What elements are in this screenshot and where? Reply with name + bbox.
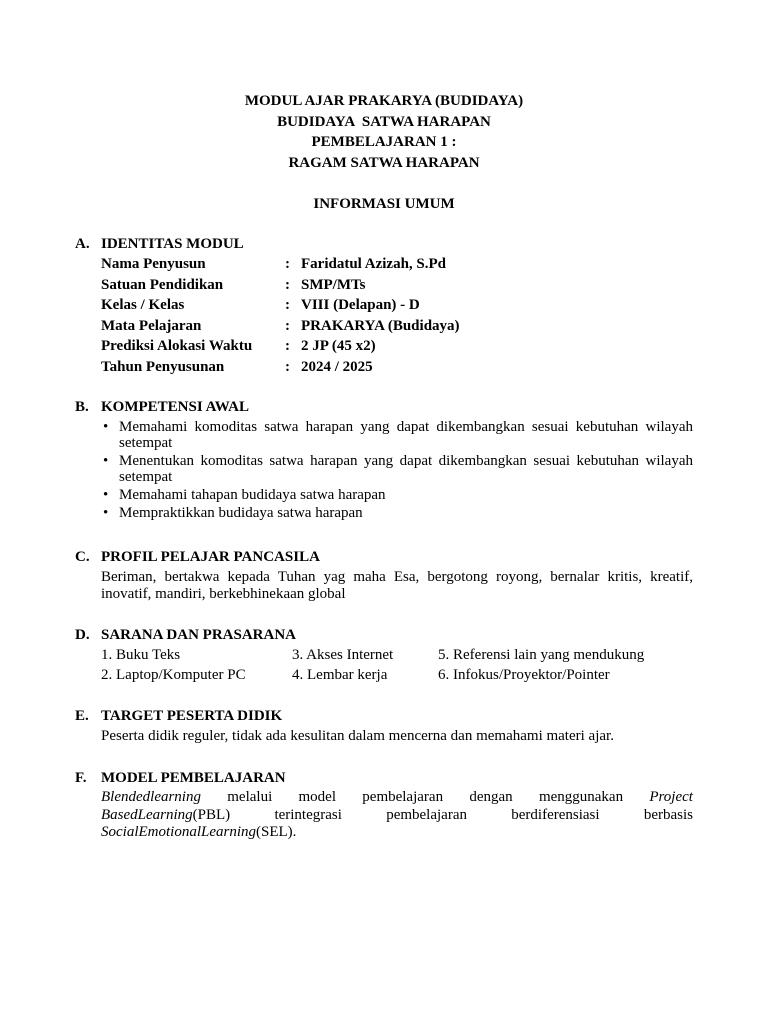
identity-label: Tahun Penyusunan xyxy=(101,358,225,375)
model-word: berdiferensiasi xyxy=(511,806,600,823)
model-term-sel: SocialEmotionalLearning xyxy=(101,824,256,840)
identity-label: Prediksi Alokasi Waktu xyxy=(101,338,253,354)
section-b-title: KOMPETENSI AWAL xyxy=(101,399,249,415)
model-word: model xyxy=(298,789,337,805)
document-title xyxy=(0,91,768,173)
identity-value: Faridatul Azizah, S.Pd xyxy=(301,256,447,272)
bullet-icon: • xyxy=(103,487,109,503)
model-word: melalui xyxy=(227,789,273,805)
section-a-heading xyxy=(75,234,244,254)
title-line-1: MODUL AJAR PRAKARYA (BUDIDAYA) xyxy=(244,93,524,109)
list-item xyxy=(101,453,693,485)
model-word: (PBL) xyxy=(192,806,231,823)
identity-colon: : xyxy=(285,338,290,354)
model-word: dengan xyxy=(469,789,513,805)
identity-label: Satuan Pendidikan xyxy=(101,276,224,293)
list-item-text: Memahami komoditas satwa harapan yang dapat dikembangkan sesuai kebutuhan wilayah setempat xyxy=(119,419,693,451)
list-item-text: Mempraktikkan budidaya satwa harapan xyxy=(119,505,363,521)
model-term-based-learning: BasedLearning xyxy=(101,806,193,823)
identity-value: 2024 / 2025 xyxy=(301,358,373,375)
bullet-icon: • xyxy=(103,419,109,435)
identity-colon: : xyxy=(285,256,290,272)
section-f-title: MODEL PEMBELAJARAN xyxy=(101,770,286,786)
section-a-title: IDENTITAS MODUL xyxy=(101,236,244,252)
model-word: terintegrasi xyxy=(274,806,342,823)
identity-colon: : xyxy=(285,276,290,293)
section-b-letter: B. xyxy=(75,399,89,415)
title-line-2: BUDIDAYA SATWA HARAPAN xyxy=(277,113,491,130)
bullet-icon: • xyxy=(103,505,109,521)
section-d-title: SARANA DAN PRASARANA xyxy=(101,627,297,643)
competency-list xyxy=(101,419,693,523)
model-word: menggunakan xyxy=(538,789,624,805)
facility-item: 5. Referensi lain yang mendukung xyxy=(438,647,645,663)
identity-value: VIII (Delapan) - D xyxy=(301,297,420,313)
model-paragraph-line-1 xyxy=(101,789,693,807)
list-item xyxy=(101,419,693,451)
list-item-text: Memahami tahapan budidaya satwa harapan xyxy=(119,487,386,503)
identity-colon: : xyxy=(285,317,290,334)
identity-value: SMP/MTs xyxy=(301,276,366,293)
facility-item: 2. Laptop/Komputer PC xyxy=(101,667,246,683)
list-item-text: Menentukan komoditas satwa harapan yang dapat dikembangkan sesuai kebutuhan wilayah setempat xyxy=(119,453,693,485)
section-c-letter: C. xyxy=(75,549,90,565)
model-paragraph-line-3 xyxy=(101,824,693,842)
title-line-4: RAGAM SATWA HARAPAN xyxy=(288,154,480,171)
section-b-heading xyxy=(75,397,249,417)
section-e-heading xyxy=(75,706,282,726)
target-paragraph: Peserta didik reguler, tidak ada kesulitan dalam mencerna dan memahami materi ajar. xyxy=(101,728,614,744)
facility-item: 6. Infokus/Proyektor/Pointer xyxy=(438,667,610,683)
model-word-group xyxy=(101,807,230,825)
identity-label: Mata Pelajaran xyxy=(101,317,202,334)
model-word: pembelajaran xyxy=(362,789,444,805)
section-d-heading xyxy=(75,625,296,645)
section-c-title: PROFIL PELAJAR PANCASILA xyxy=(101,549,320,565)
identity-colon: : xyxy=(285,358,290,375)
model-paragraph-line-2 xyxy=(101,807,693,825)
section-e-letter: E. xyxy=(75,708,89,724)
list-item xyxy=(101,487,693,503)
model-word: pembelajaran xyxy=(386,806,467,823)
identity-value: 2 JP (45 x2) xyxy=(301,338,376,354)
info-heading: INFORMASI UMUM xyxy=(313,196,455,212)
title-line-3: PEMBELAJARAN 1 : xyxy=(311,134,457,150)
section-a-letter: A. xyxy=(75,236,90,252)
model-term-blended: Blendedlearning xyxy=(101,789,201,805)
profile-paragraph: Beriman, bertakwa kepada Tuhan yag maha Esa, bergotong royong, bernalar kritis, kreatif, inovatif, mandiri, berkebhinekaan global xyxy=(101,569,693,602)
identity-value: PRAKARYA (Budidaya) xyxy=(301,317,460,334)
facility-item: 1. Buku Teks xyxy=(101,647,181,663)
model-word: (SEL). xyxy=(256,824,297,840)
section-c-heading xyxy=(75,547,320,567)
section-d-letter: D. xyxy=(75,627,90,643)
section-e-title: TARGET PESERTA DIDIK xyxy=(101,708,283,724)
facility-item: 4. Lembar kerja xyxy=(292,667,388,683)
identity-label: Nama Penyusun xyxy=(101,256,206,272)
model-word: berbasis xyxy=(643,806,693,823)
model-term-project: Project xyxy=(649,789,693,805)
facility-item: 3. Akses Internet xyxy=(292,647,394,663)
identity-label: Kelas / Kelas xyxy=(101,297,185,313)
identity-colon: : xyxy=(285,297,290,313)
bullet-icon: • xyxy=(103,453,109,469)
section-f-letter: F. xyxy=(75,770,87,786)
list-item xyxy=(101,505,693,521)
section-f-heading xyxy=(75,768,286,788)
